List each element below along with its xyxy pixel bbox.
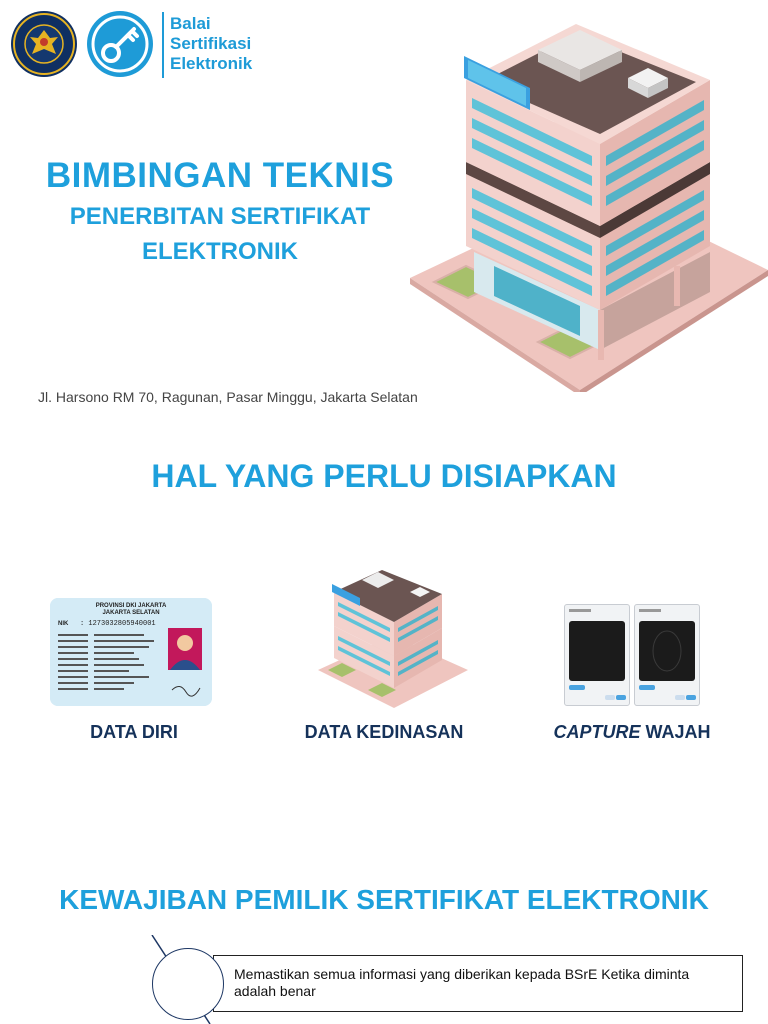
id-card-nik: : 1273032805940001 [80, 620, 156, 628]
bsre-key-logo [86, 10, 154, 78]
org-name-line: Balai [170, 14, 211, 33]
logo-divider [162, 12, 164, 78]
org-name-line: Elektronik [170, 54, 253, 73]
id-card-nik-label: NIK [58, 621, 69, 627]
id-card-province: PROVINSI DKI JAKARTA [95, 603, 167, 609]
item-label-capture-em: CAPTURE [553, 722, 641, 742]
org-name [170, 14, 252, 74]
office-building-illustration [410, 20, 768, 392]
item-label-data-diri: DATA DIRI [90, 722, 178, 742]
bssn-seal-logo [10, 10, 78, 78]
section-duty-title: KEWAJIBAN PEMILIK SERTIFIKAT ELEKTRONIK [59, 884, 709, 915]
duty-item-text: Memastikan semua informasi yang diberikan kepada BSrE Ketika diminta adalah benar [234, 966, 690, 999]
id-card-illustration [50, 598, 212, 706]
item-label-capture-rest: WAJAH [640, 722, 711, 742]
org-name-line: Sertifikasi [170, 34, 252, 53]
office-building-small-illustration [318, 570, 468, 710]
page-subtitle-line1: PENERBITAN SERTIFIKAT [69, 203, 371, 230]
capture-face-screen-illustration [564, 604, 630, 706]
page-subtitle-line2: ELEKTRONIK [142, 238, 298, 265]
section-prepare-title: HAL YANG PERLU DISIAPKAN [151, 458, 617, 494]
id-card-city: JAKARTA SELATAN [102, 610, 160, 616]
duty-item-bullet [152, 948, 224, 1020]
item-label-data-kedinasan: DATA KEDINASAN [304, 722, 464, 742]
capture-face-preview-illustration [634, 604, 700, 706]
item-label-capture-wajah [522, 722, 742, 743]
address-text: Jl. Harsono RM 70, Ragunan, Pasar Minggu, Jakarta Selatan [38, 389, 418, 405]
page-title: BIMBINGAN TEKNIS [45, 156, 395, 195]
